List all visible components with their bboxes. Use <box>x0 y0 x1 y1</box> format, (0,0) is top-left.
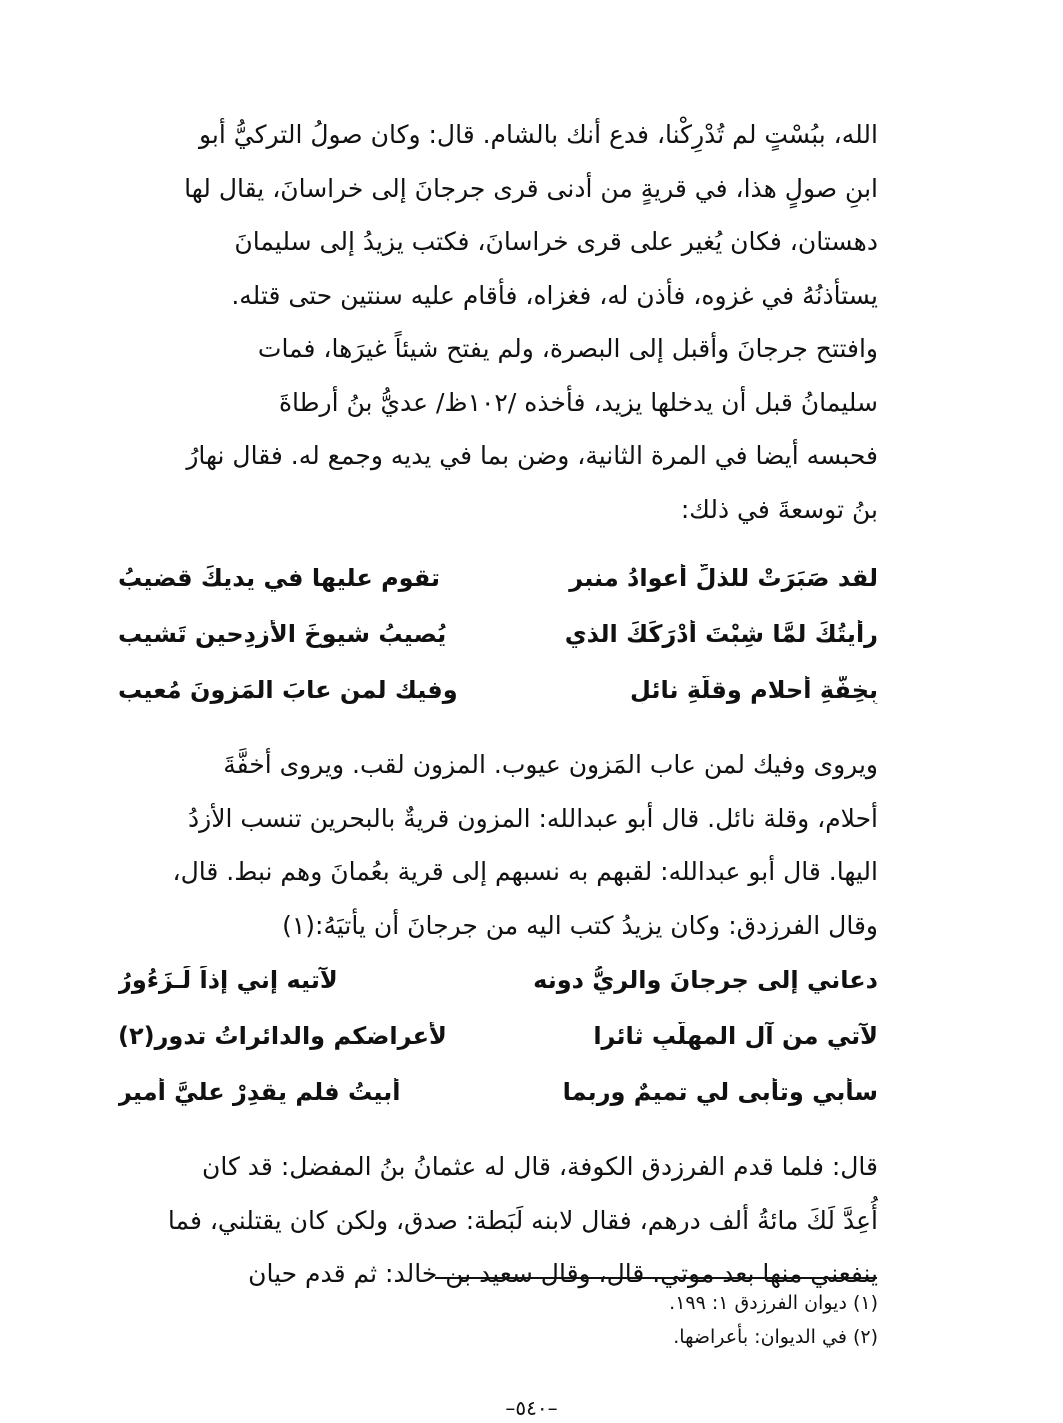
verse-first-hemistich: رأيتُكَ لمَّا شِبْتَ أَدْرَكَكَ الذي <box>564 620 878 648</box>
verse-first-hemistich: بِخِفَّةِ أحلامٍ وقلَّةِ نائلٍ <box>630 676 878 704</box>
verse-line <box>118 606 878 662</box>
text-line: يستأذنُهُ في غزوه، فأذن له، فغزاه، فأقام عليه سنتين حتى قتله. <box>231 280 878 310</box>
paragraph-2 <box>118 738 878 952</box>
verse-first-hemistich: لقد صَبَرَتْ للذلِّ أعوادُ منبرٍ <box>569 564 878 592</box>
verse-second-hemistich: لآتيه إني إذاً لَـزَءُورُ <box>118 966 338 994</box>
text-line: ويروى وفيك لمن عاب المَزون عيوب. المزون لقب. ويروى أخفَّةَ <box>223 750 878 779</box>
poem-1 <box>118 550 878 718</box>
text-line: الله، ببُسْتٍ لم تُدْرِكْنا، فدع أنك بالشام. قال: وكان صولُ التركيُّ أبو <box>199 120 878 149</box>
page-body <box>118 108 878 1301</box>
verse-line <box>118 1064 878 1120</box>
verse-second-hemistich: لأعراضكم والدائراتُ تدور(٢) <box>118 1022 447 1050</box>
text-line: دهستان، فكان يُغير على قرى خراسانَ، فكتب يزيدُ إلى سليمانَ <box>234 227 878 256</box>
text-line: فحبسه أيضا في المرة الثانية، وضن بما في يديه وجمع له. فقال نهارُ <box>186 441 878 470</box>
verse-first-hemistich: سأبي وتأبى لي تميمٌ وربما <box>562 1078 878 1106</box>
text-line: ابنِ صولٍ هذا، في قريةٍ من أدنى قرى جرجانَ إلى خراسانَ، يقال لها <box>184 173 878 203</box>
text-line: سليمانُ قبل أن يدخلها يزيد، فأخذه /١٠٢ظ/ عديُّ بنُ أرطاةَ <box>278 387 878 417</box>
text-line: قال: فلما قدم الفرزدق الكوفة، قال له عثمانُ بنُ المفضل: قد كان <box>201 1152 878 1181</box>
footnote-1: (١) ديوان الفرزدق ١: ١٩٩. <box>669 1292 878 1314</box>
text-line: أحلام، وقلة نائل. قال أبو عبدالله: المزون قريةٌ بالبحرين تنسب الأزدُ <box>187 803 878 833</box>
verse-second-hemistich: تقوم عليها في يديكَ قضيبُ <box>118 564 440 592</box>
verse-second-hemistich: أبيتُ فلم يقدِرْ عليَّ أمير <box>118 1078 401 1106</box>
text-line: وافتتح جرجانَ وأقبل إلى البصرة، ولم يفتح شيئاً غيرَها، فمات <box>257 334 878 363</box>
verse-first-hemistich: لآتي من آلِ المهلَّبِ ثائرا <box>593 1022 878 1050</box>
verse-line <box>118 1008 878 1064</box>
text-line: اليها. قال أبو عبدالله: لقبهم به نسبهم إلى قرية بعُمانَ وهم نبط. قال، <box>172 857 878 886</box>
verse-first-hemistich: دعاني إلى جرجانَ والريُّ دونه <box>533 966 878 994</box>
verse-line <box>118 952 878 1008</box>
verse-line <box>118 662 878 718</box>
text-line: بنُ توسعةَ في ذلك: <box>680 494 878 524</box>
text-line: وقال الفرزدق: وكان يزيدُ كتب اليه من جرجانَ أن يأتيَهُ:(١) <box>282 910 878 940</box>
poem-2 <box>118 952 878 1120</box>
verse-second-hemistich: يُصيبُ شيوخَ الأَزدِحين تَشيب <box>118 620 447 648</box>
footnote-2: (٢) في الديوان: بأعراضها. <box>673 1326 878 1348</box>
verse-second-hemistich: وفيك لمن عابَ المَزونَ مُعيب <box>118 676 458 704</box>
footnotes <box>438 1286 878 1354</box>
text-line: أُعِدَّ لَكَ مائةُ ألف درهم، فقال لابنه لَبَطة: صدق، ولكن كان يقتلني، فما <box>167 1205 878 1235</box>
paragraph-1 <box>118 108 878 536</box>
page-number: –٥٤٠– <box>505 1396 558 1420</box>
verse-line <box>118 550 878 606</box>
text-line: ينفعني منها بعد موتي. قال، وقال سعيد بن خالد: ثم قدم حيان <box>248 1259 878 1288</box>
footnote-divider <box>435 1277 877 1279</box>
